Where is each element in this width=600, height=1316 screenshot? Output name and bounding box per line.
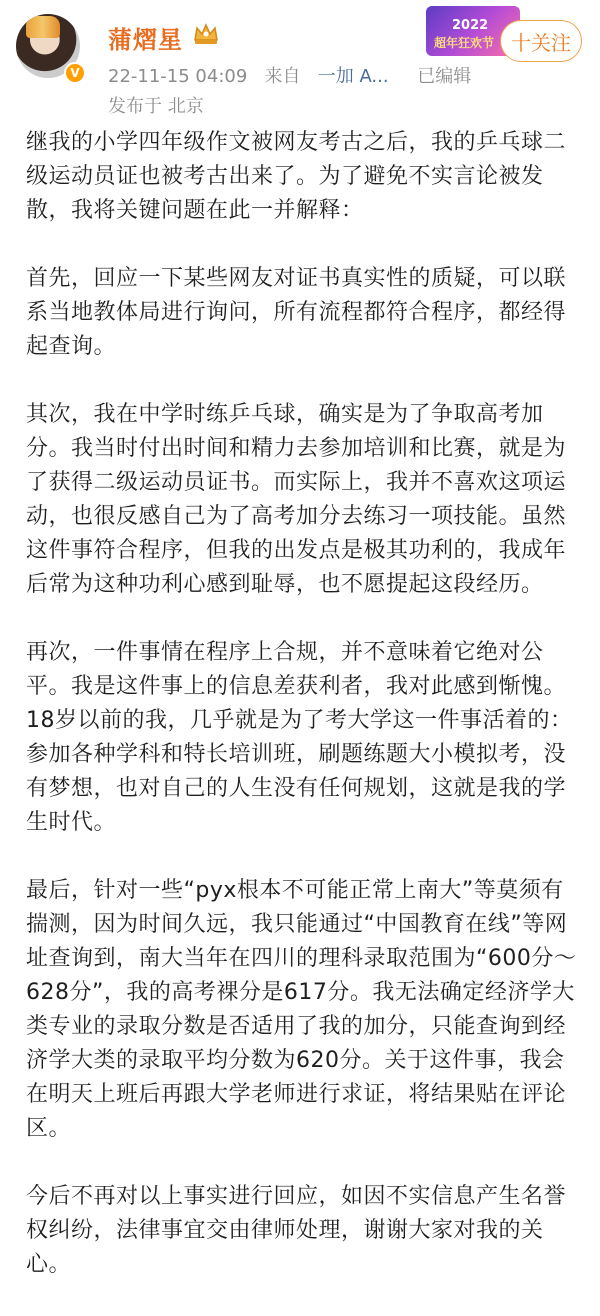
crown-icon [192,22,220,46]
post-header [0,0,600,122]
post-meta [108,62,471,88]
post-paragraph: 今后不再对以上事实进行回应，如因不实信息产生名誉权纠纷，法律事宜交由律师处理，谢谢大家对我的关心。 [26,1184,567,1277]
post-paragraph: 再次，一件事情在程序上合规，并不意味着它绝对公平。我是这件事上的信息差获利者，我对此感到惭愧。18岁以前的我，几乎就是为了考大学这一件事活着的：参加各种学科和特长培训班，刷题练题大小模拟考，没有梦想，也对自己的人生没有任何规划，这就是我的学生时代。 [26,640,573,835]
device-link[interactable]: 一加 A... [317,66,389,87]
follow-button[interactable]: 十关注 [500,20,582,62]
post-timestamp: 22-11-15 04:09 [108,66,248,87]
edited-label[interactable]: 已编辑 [417,66,472,87]
post-paragraph: 继我的小学四年级作文被网友考古之后，我的乒乓球二级运动员证也被考古出来了。为了避免不实言论被发散，我将关键问题在此一并解释： [26,130,567,223]
post-paragraph: 其次，我在中学时练乒乓球，确实是为了争取高考加分。我当时付出时间和精力去参加培训和比赛，就是为了获得二级运动员证书。而实际上，我并不喜欢这项运动，也很反感自己为了高考加分去练习一项技能。虽然这件事符合程序，但我的出发点是极其功利的，我成年后常为这种功利心感到耻辱，也不愿提起这段经历。 [26,402,567,597]
avatar-frame-icon [26,16,60,38]
banner-year: 2022 [452,18,489,33]
username[interactable]: 蒲熠星 [108,26,183,54]
source-prefix: 来自 [264,66,301,87]
post-body [26,126,582,1316]
post-location: 发布于 北京 [108,96,204,117]
banner-text: 超年狂欢节 [434,36,495,50]
post-paragraph: 最后，针对一些“pyx根本不可能正常上南大”等莫须有揣测，因为时间久远，我只能通过“中国教育在线”等网址查询到，南大当年在四川的理科录取范围为“600分～628分”，我的高考裸分是617分。我无法确定经济学大类专业的录取分数是否适用了我的加分，只能查询到经济学大类的录取平均分数为620分。关于这件事，我会在明天上班后再跟大学老师进行求证，将结果贴在评论区。 [26,878,577,1141]
post-paragraph: 首先，回应一下某些网友对证书真实性的质疑，可以联系当地教体局进行询问，所有流程都符合程序，都经得起查询。 [26,266,567,359]
verified-badge-icon: V [64,62,86,84]
